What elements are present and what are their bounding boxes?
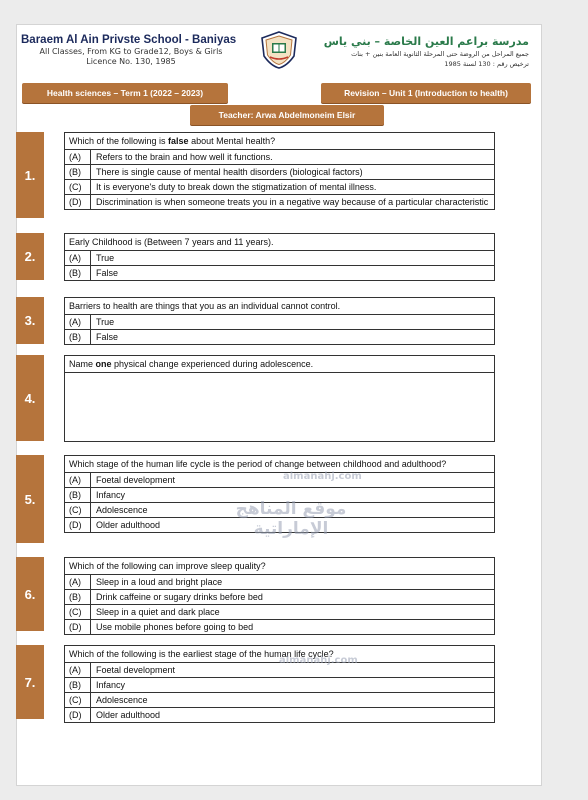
option-row: (A) Foetal development — [65, 473, 494, 488]
question-4 — [64, 355, 495, 442]
question-stem: Early Childhood is (Between 7 years and 11 years). — [65, 234, 494, 251]
question-number-2: 2. — [16, 233, 44, 280]
question-number-5: 5. — [16, 455, 44, 543]
option-row: (A) Refers to the brain and how well it functions. — [65, 150, 494, 165]
answer-area[interactable] — [65, 373, 494, 441]
option-row: (B) There is single cause of mental health disorders (biological factors) — [65, 165, 494, 180]
question-5 — [64, 455, 495, 533]
revision-banner: Revision – Unit 1 (Introduction to health) — [321, 83, 531, 103]
school-classes-ar: جميع المراحل من الروضة حتى المرحلة الثانوية العامة بنين + بنات — [351, 50, 529, 58]
option-row: (B) False — [65, 266, 494, 280]
question-number-6: 6. — [16, 557, 44, 631]
option-row: (C) Adolescence — [65, 693, 494, 708]
option-row: (C) Sleep in a quiet and dark place — [65, 605, 494, 620]
watermark-arabic: موقع المناهج الإماراتية — [235, 499, 347, 539]
option-row: (D) Use mobile phones before going to bed — [65, 620, 494, 634]
option-row: (B) False — [65, 330, 494, 344]
option-row: (A) Sleep in a loud and bright place — [65, 575, 494, 590]
school-header-english — [21, 34, 241, 66]
question-number-7: 7. — [16, 645, 44, 719]
school-name-ar: مدرسة براعم العين الخاصة – بني ياس — [323, 35, 529, 48]
question-6 — [64, 557, 495, 635]
worksheet-page — [16, 24, 542, 786]
option-row: (A) True — [65, 251, 494, 266]
teacher-banner: Teacher: Arwa Abdelmoneim Elsir — [190, 105, 384, 125]
question-2 — [64, 233, 495, 281]
option-row: (B) Infancy — [65, 488, 494, 503]
watermark-site-lower: almanahj.com — [279, 655, 358, 666]
school-licence-ar: ترخيص رقم : 130 لسنة 1985 — [444, 60, 529, 68]
question-stem: Which of the following is the earliest stage of the human life cycle? — [65, 646, 494, 663]
option-row: (C) It is everyone's duty to break down the stigmatization of mental illness. — [65, 180, 494, 195]
school-logo-icon — [257, 30, 301, 70]
school-licence-en: Licence No. 130, 1985 — [86, 57, 176, 66]
question-number-3: 3. — [16, 297, 44, 344]
school-name-en: Baraem Al Ain Privste School - Baniyas — [21, 34, 237, 46]
option-row: (D) Older adulthood — [65, 518, 494, 532]
school-header-arabic — [323, 35, 529, 68]
option-row: (A) True — [65, 315, 494, 330]
question-stem: Which of the following is false about Mental health? — [65, 133, 494, 150]
question-stem: Which stage of the human life cycle is the period of change between childhood and adulthood? — [65, 456, 494, 473]
option-row: (D) Discrimination is when someone treats you in a negative way because of a particular characteristic — [65, 195, 494, 209]
question-number-4: 4. — [16, 355, 44, 441]
option-row: (C) Adolescence — [65, 503, 494, 518]
question-stem: Barriers to health are things that you as an individual cannot control. — [65, 298, 494, 315]
question-stem: Which of the following can improve sleep quality? — [65, 558, 494, 575]
watermark-site: almanahj.com — [283, 471, 362, 482]
question-stem: Name one physical change experienced during adolescence. — [65, 356, 494, 373]
question-number-1: 1. — [16, 132, 44, 218]
option-row: (B) Infancy — [65, 678, 494, 693]
school-classes-en: All Classes, From KG to Grade12, Boys & Girls — [39, 47, 223, 56]
subject-banner: Health sciences – Term 1 (2022 – 2023) — [22, 83, 228, 103]
option-row: (B) Drink caffeine or sugary drinks before bed — [65, 590, 494, 605]
question-7 — [64, 645, 495, 723]
question-3 — [64, 297, 495, 345]
option-row: (A) Foetal development — [65, 663, 494, 678]
option-row: (D) Older adulthood — [65, 708, 494, 722]
question-1 — [64, 132, 495, 210]
